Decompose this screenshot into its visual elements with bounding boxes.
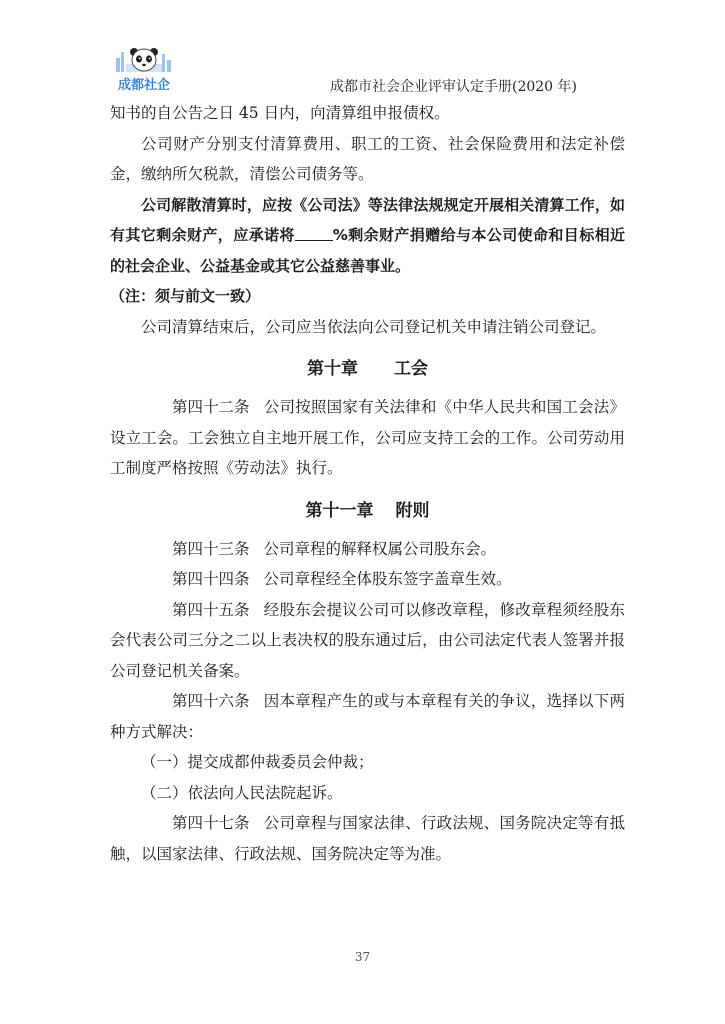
article-text: 公司章程的解释权属公司股东会。 xyxy=(263,539,497,558)
chapter-heading-11 xyxy=(110,496,625,526)
commitment-text-part2: %剩余财产捐赠给与本公司使命和目标相近的社会企业、公益基金或其它公益慈善事业。 xyxy=(110,226,625,275)
logo-text: 成都社企 xyxy=(117,78,170,93)
chapter-number: 第十一章 xyxy=(305,500,374,521)
article-43 xyxy=(110,534,625,565)
logo xyxy=(112,44,176,96)
chapter-number: 第十章 xyxy=(307,359,358,379)
article-number: 第四十三条 xyxy=(172,539,250,558)
article-text: 公司章程经全体股东签字盖章生效。 xyxy=(263,570,512,588)
dispute-option-2: （二）依法向人民法院起诉。 xyxy=(141,783,343,802)
article-number: 第四十四条 xyxy=(172,570,250,588)
paragraph-deregistration: 公司清算结束后，公司应当依法向公司登记机关申请注销公司登记。 xyxy=(141,317,607,336)
article-number: 第四十七条 xyxy=(172,814,250,832)
article-47 xyxy=(110,808,625,869)
article-44 xyxy=(110,564,625,595)
panda-skyline-icon xyxy=(112,44,176,74)
note: （注：须与前文一致） xyxy=(110,287,261,305)
article-number: 第四十二条 xyxy=(172,398,250,416)
article-text: 经股东会提议公司可以修改章程，修改章程须经股东会代表公司三分之二以上表决权的股东通过后，由公司法定代表人签署并报公司登记机关备案。 xyxy=(110,600,625,680)
chapter-title: 工会 xyxy=(394,359,428,379)
paragraph-property-payment: 公司财产分别支付清算费用、职工的工资、社会保险费用和法定补偿金，缴纳所欠税款，清偿公司债务等。 xyxy=(110,134,625,183)
page-number: 37 xyxy=(354,950,371,964)
article-46 xyxy=(110,686,625,747)
paragraph-continuation: 知书的自公告之日 45 日内，向清算组申报债权。 xyxy=(110,104,450,122)
dispute-option-1: （一）提交成都仲裁委员会仲裁； xyxy=(141,753,374,771)
chapter-title: 附则 xyxy=(395,500,430,521)
paragraph-liquidation-commitment xyxy=(110,190,625,282)
percentage-blank xyxy=(295,226,333,241)
chapter-heading-10 xyxy=(110,354,625,384)
commitment-text-part1: 公司解散清算时，应按《公司法》等法律法规规定开展相关清算工作，如有其它剩余财产，应承诺将 xyxy=(110,195,625,244)
article-text: 因本章程产生的或与本章程有关的争议，选择以下两种方式解决： xyxy=(110,692,625,741)
article-text: 公司按照国家有关法律和《中华人民共和国工会法》设立工会。工会独立自主地开展工作，公司应支持工会的工作。公司劳动用工制度严格按照《劳动法》执行。 xyxy=(110,398,625,477)
article-text: 公司章程与国家法律、行政法规、国务院决定等有抵触，以国家法律、行政法规、国务院决定等为准。 xyxy=(110,814,625,863)
article-number: 第四十五条 xyxy=(172,600,250,619)
article-45 xyxy=(110,595,625,687)
article-number: 第四十六条 xyxy=(172,692,250,710)
article-42 xyxy=(110,392,625,484)
body-text xyxy=(110,98,625,869)
running-header: 成都市社会企业评审认定手册(2020 年) xyxy=(329,79,577,95)
